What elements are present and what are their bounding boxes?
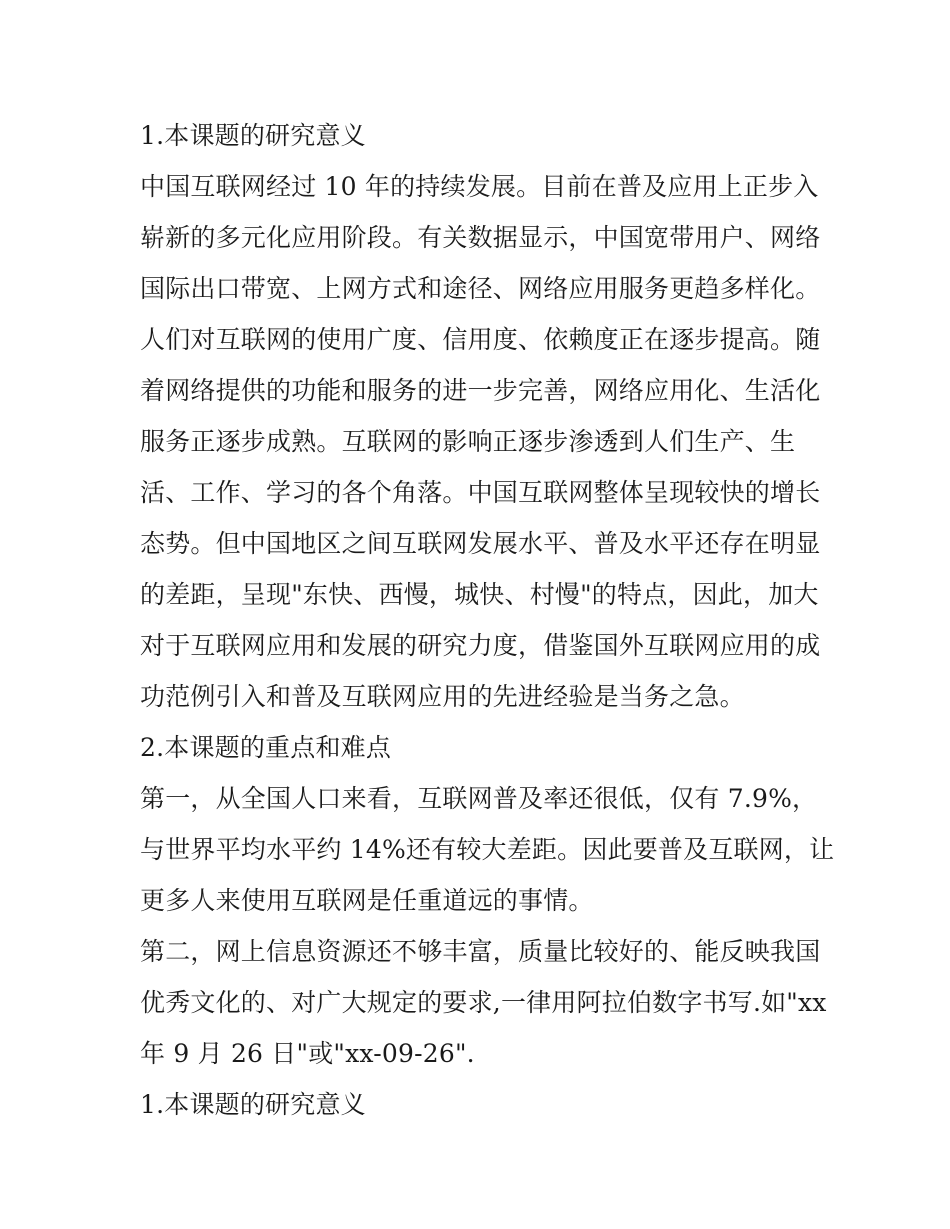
paragraph-line: 优秀文化的、对广大规定的要求,一律用阿拉伯数字书写.如"xx — [140, 988, 827, 1017]
paragraph-line: 国际出口带宽、上网方式和途径、网络应用服务更趋多样化。 — [140, 274, 821, 303]
paragraph-line: 对于互联网应用和发展的研究力度，借鉴国外互联网应用的成 — [140, 631, 821, 660]
section-heading-key-points: 2.本课题的重点和难点 — [140, 733, 392, 762]
paragraph-line: 活、工作、学习的各个角落。中国互联网整体呈现较快的增长 — [140, 478, 821, 507]
section-heading-research-significance-repeat: 1.本课题的研究意义 — [140, 1090, 366, 1119]
paragraph-line: 人们对互联网的使用广度、信用度、依赖度正在逐步提高。随 — [140, 325, 821, 354]
section-heading-research-significance: 1.本课题的研究意义 — [140, 121, 366, 150]
paragraph-line: 崭新的多元化应用阶段。有关数据显示，中国宽带用户、网络 — [140, 223, 821, 252]
paragraph-line: 年 9 月 26 日"或"xx-09-26". — [140, 1039, 475, 1068]
paragraph-line: 态势。但中国地区之间互联网发展水平、普及水平还存在明显 — [140, 529, 821, 558]
document-body — [140, 110, 835, 1130]
paragraph-line: 与世界平均水平约 14%还有较大差距。因此要普及互联网，让 — [140, 835, 835, 864]
paragraph-line: 服务正逐步成熟。互联网的影响正逐步渗透到人们生产、生 — [140, 427, 796, 456]
paragraph-line: 着网络提供的功能和服务的进一步完善，网络应用化、生活化 — [140, 376, 821, 405]
paragraph-line: 更多人来使用互联网是任重道远的事情。 — [140, 886, 594, 915]
paragraph-line: 的差距，呈现"东快、西慢，城快、村慢"的特点，因此，加大 — [140, 580, 819, 609]
paragraph-line: 功范例引入和普及互联网应用的先进经验是当务之急。 — [140, 682, 745, 711]
paragraph-line: 中国互联网经过 10 年的持续发展。目前在普及应用上正步入 — [140, 172, 819, 201]
paragraph-line: 第一，从全国人口来看，互联网普及率还很低，仅有 7.9%， — [140, 784, 818, 813]
paragraph-line: 第二，网上信息资源还不够丰富，质量比较好的、能反映我国 — [140, 937, 821, 966]
